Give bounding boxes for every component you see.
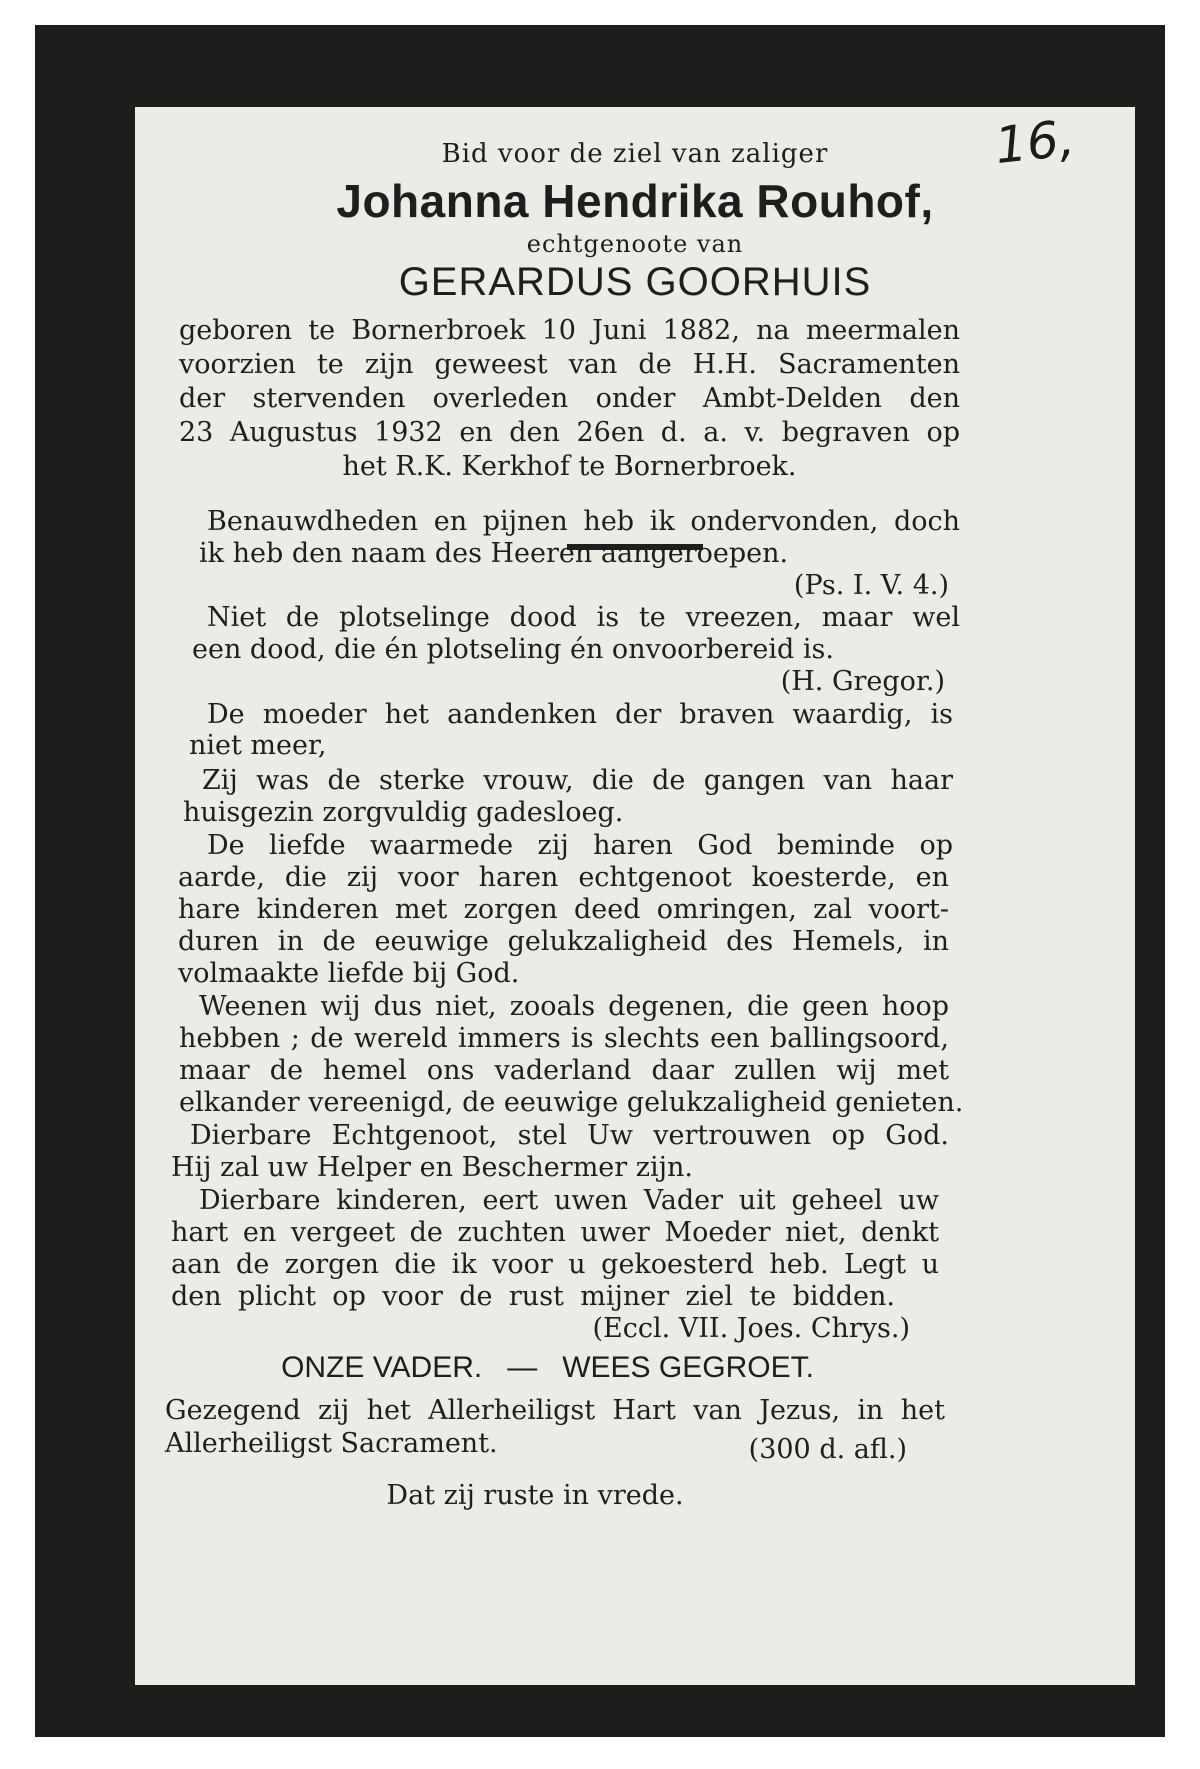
prayers-line: ONZE VADER. — WEES GEGROET. <box>281 1351 814 1384</box>
text-line: hebben ; de wereld immers is slechts een ballingsoord, <box>179 1023 949 1054</box>
text-line: Hij zal uw Helper en Beschermer zijn. <box>171 1152 693 1183</box>
text-line: duren in de eeuwige gelukzaligheid des Hemels, in <box>178 926 949 957</box>
text-line: Benauwdheden en pijnen heb ik ondervonden, doch <box>207 506 960 537</box>
text-line: hare kinderen met zorgen deed omringen, zal voort- <box>178 894 949 925</box>
bio-line: voorzien te zijn geweest van de H.H. Sacramenten <box>179 349 960 380</box>
intro-line: Bid voor de ziel van zaliger <box>441 139 829 169</box>
indulgence-line: Gezegend zij het Allerheiligst Hart van Jezus, in het <box>165 1395 945 1426</box>
text-line: volmaakte liefde bij God. <box>178 958 520 989</box>
deceased-name: Johanna Hendrika Rouhof, <box>336 175 934 227</box>
citation: (H. Gregor.) <box>780 666 945 697</box>
text-line: elkander vereenigd, de eeuwige gelukzaligheid genieten. <box>179 1087 964 1118</box>
bio-line: geboren te Bornerbroek 10 Juni 1882, na meermalen <box>179 315 960 346</box>
text-line: aan de zorgen die ik voor u gekoesterd heb. Legt u <box>171 1249 939 1280</box>
text-line: Zij was de sterke vrouw, die de gangen van haar <box>202 765 953 796</box>
text-line: hart en vergeet de zuchten uwer Moeder niet, denkt <box>171 1217 939 1248</box>
spouse-name: GERARDUS GOORHUIS <box>398 260 872 304</box>
text-line: maar de hemel ons vaderland daar zullen wij met <box>179 1055 949 1086</box>
closing-line: Dat zij ruste in vrede. <box>386 1480 684 1511</box>
indulgence-line: Allerheiligst Sacrament. <box>165 1428 498 1459</box>
text-line: ik heb den naam des Heeren aangeroepen. <box>199 538 789 569</box>
text-line: De moeder het aandenken der braven waardig, is <box>207 699 953 730</box>
text-line: Dierbare kinderen, eert uwen Vader uit geheel uw <box>199 1185 939 1216</box>
text-line: een dood, die én plotseling én onvoorbereid is. <box>192 634 834 665</box>
citation: (Ps. I. V. 4.) <box>793 570 949 601</box>
handwritten-number: 16, <box>992 109 1078 175</box>
bio-line: der stervenden overleden onder Ambt-Delden den <box>179 383 960 414</box>
text-line: De liefde waarmede zij haren God beminde op <box>207 830 953 861</box>
bio-line: het R.K. Kerkhof te Bornerbroek. <box>342 451 797 482</box>
text-line: Niet de plotselinge dood is te vreezen, maar wel <box>207 602 960 633</box>
bio-line: 23 Augustus 1932 en den 26en d. a. v. begraven op <box>179 417 960 448</box>
text-line: den plicht op voor de rust mijner ziel te bidden. <box>171 1281 895 1312</box>
text-line: Weenen wij dus niet, zooals degenen, die geen hoop <box>199 991 949 1022</box>
relation-line: echtgenoote van <box>526 230 744 258</box>
indulgence-note: (300 d. afl.) <box>748 1434 907 1465</box>
text-line: niet meer, <box>189 730 327 761</box>
citation: (Eccl. VII. Joes. Chrys.) <box>592 1313 910 1344</box>
mourning-card-border <box>35 25 1165 1737</box>
text-line: huisgezin zorgvuldig gadesloeg. <box>183 797 624 828</box>
card-panel <box>135 107 1135 1685</box>
text-line: Dierbare Echtgenoot, stel Uw vertrouwen op God. <box>190 1120 949 1151</box>
text-line: aarde, die zij voor haren echtgenoot koesterde, en <box>178 862 949 893</box>
